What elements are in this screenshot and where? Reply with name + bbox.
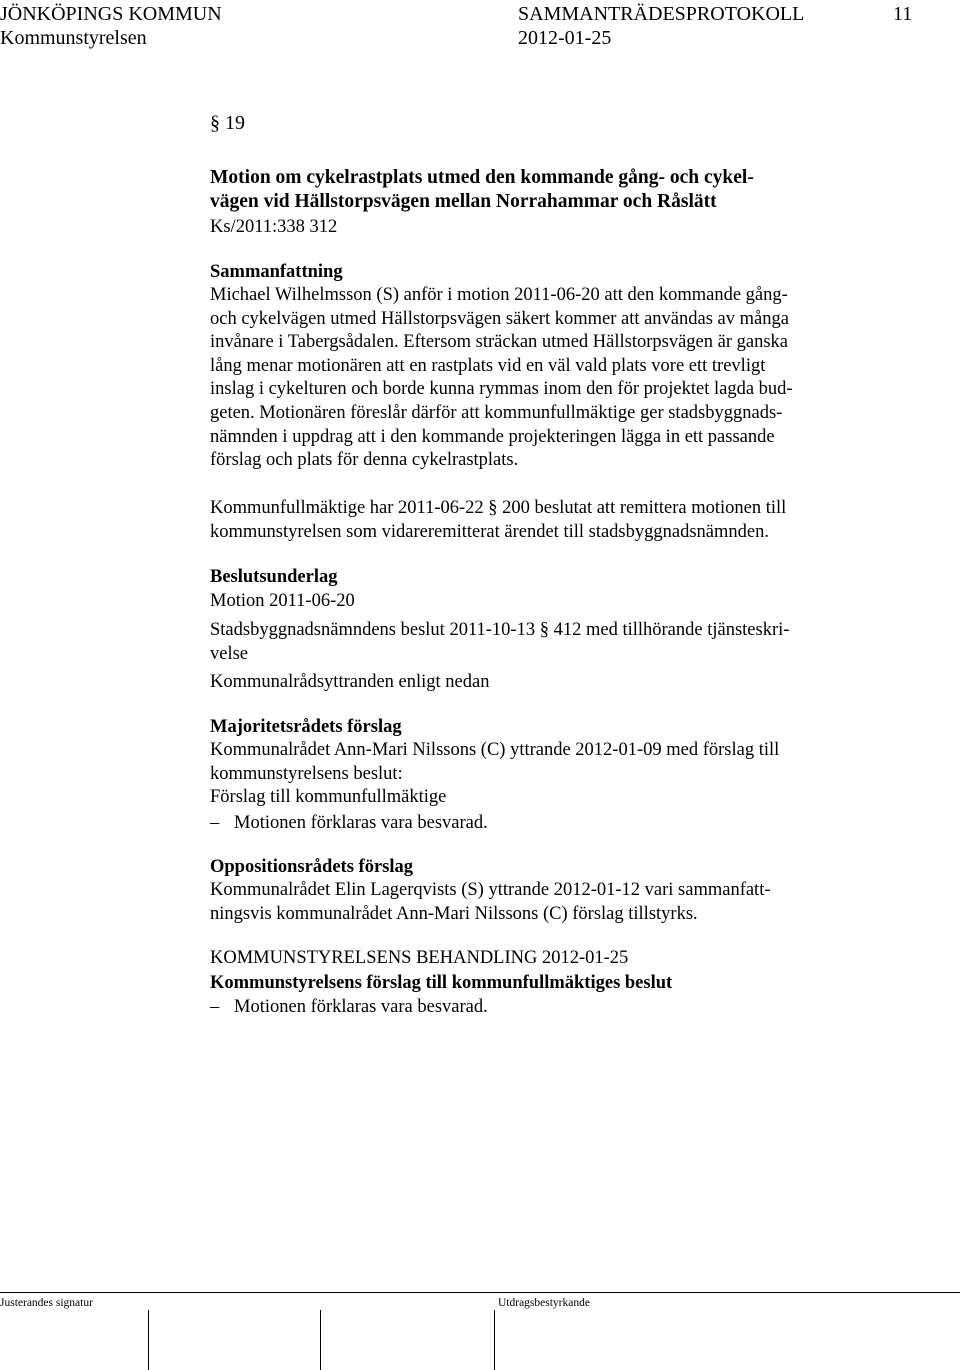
referral-line: kommunstyrelsen som vidareremitterat ärendet till stadsbyggnadsnämnden. [210,521,769,542]
org-name: JÖNKÖPINGS KOMMUN [0,3,222,25]
basis-item-line: Stadsbyggnadsnämndens beslut 2011-10-13 § 412 med tillhörande tjänsteskri- [210,620,790,640]
opposition-line: ningsvis kommunalrådet Ann-Mari Nilssons (C) förslag tillstyrks. [210,903,698,924]
referral-paragraph [210,497,950,544]
opposition-heading: Oppositionsrådets förslag [210,857,414,877]
meeting-body: Kommunstyrelsen [0,27,147,49]
signature-label: Justerandes signatur [0,1297,93,1309]
dash-bullet: – [210,997,220,1017]
basis-item: Kommunalrådsyttranden enligt nedan [210,672,490,692]
basis-heading: Beslutsunderlag [210,567,338,587]
dash-bullet: – [210,813,220,833]
case-reference: Ks/2011:338 312 [210,217,338,237]
summary-line: lång menar motionären att en rastplats vid en väl vald plats vore ett trevligt [210,355,766,376]
bullet-text: Motionen förklaras vara besvarad. [234,997,488,1017]
summary-line: nämnden i uppdrag att i den kommande projekteringen lägga in ett passande [210,426,775,447]
majority-heading: Majoritetsrådets förslag [210,717,402,737]
summary-heading: Sammanfattning [210,262,343,282]
summary-line: inslag i cykelturen och borde kunna rymmas inom den för projektet lagda bud- [210,379,793,400]
proceedings-heading: KOMMUNSTYRELSENS BEHANDLING 2012-01-25 [210,948,629,968]
document-title [210,166,950,213]
summary-line: geten. Motionären föreslår därför att kommunfullmäktige ger stadsbyggnads- [210,402,783,423]
meeting-date: 2012-01-25 [518,27,612,49]
decision-bullet [210,996,488,1020]
proposal-heading: Kommunstyrelsens förslag till kommunfullmäktiges beslut [210,973,673,993]
certification-label: Utdragsbestyrkande [498,1297,590,1309]
summary-line: invånare i Tabergsådalen. Eftersom sträckan utmed Hällstorpsvägen är ganska [210,332,788,353]
title-line: vägen vid Hällstorpsvägen mellan Norrahammar och Råslätt [210,190,717,212]
basis-item-line: velse [210,643,249,664]
majority-line: kommunstyrelsens beslut: [210,763,403,784]
opposition-paragraph [210,879,950,926]
signature-box-divider [494,1310,495,1370]
page-number: 11 [893,3,913,25]
majority-paragraph [210,739,950,810]
document-type: SAMMANTRÄDESPROTOKOLL [518,3,805,25]
basis-item: Motion 2011-06-20 [210,591,355,611]
summary-paragraph [210,284,950,473]
bullet-text: Motionen förklaras vara besvarad. [234,813,488,833]
section-number: § 19 [210,112,245,134]
summary-line: Michael Wilhelmsson (S) anför i motion 2011-06-20 att den kommande gång- [210,285,788,305]
signature-box-divider [320,1310,321,1370]
majority-line: Förslag till kommunfullmäktige [210,787,447,808]
majority-line: Kommunalrådet Ann-Mari Nilssons (C) yttrande 2012-01-09 med förslag till [210,740,780,760]
title-line: Motion om cykelrastplats utmed den kommande gång- och cykel- [210,167,754,188]
summary-line: förslag och plats för denna cykelrastplats. [210,450,519,471]
summary-line: och cykelvägen utmed Hällstorpsvägen säkert kommer att användas av många [210,308,789,329]
signature-box-divider [148,1310,149,1370]
basis-item [210,619,950,666]
footer-rule [0,1292,960,1293]
referral-line: Kommunfullmäktige har 2011-06-22 § 200 beslutat att remittera motionen till [210,498,787,518]
majority-bullet [210,812,488,836]
opposition-line: Kommunalrådet Elin Lagerqvists (S) yttrande 2012-01-12 vari sammanfatt- [210,880,771,900]
